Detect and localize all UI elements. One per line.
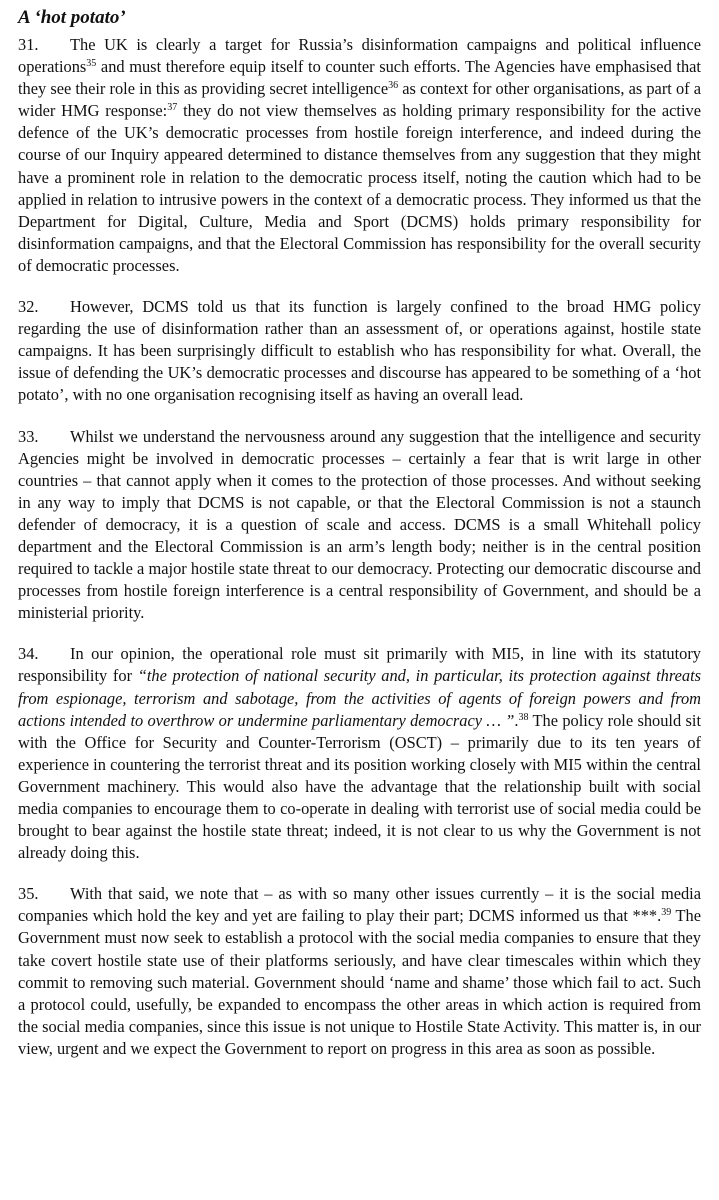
- paragraph-number: 34.: [18, 644, 39, 664]
- paragraph-number: 31.: [18, 35, 39, 54]
- footnote-ref-39[interactable]: 39: [661, 907, 672, 919]
- paragraph-32: 32. However, DCMS told us that its function is largely confined to the broad HMG policy regarding the use of disinformation rather than an assessment of, or operations against, hostile state campaigns. It has been surprisingly difficult to establish who has responsibility for what. Overall, the issue of defending the UK’s democratic processes and discourse has appeared to be something of a ‘hot potato’, with no one organisation recognising itself as having an overall lead.: [18, 297, 701, 405]
- section-heading: A ‘hot potato’: [18, 7, 126, 28]
- footnote-ref-35[interactable]: 35: [86, 58, 97, 70]
- footnote-ref-37[interactable]: 37: [167, 102, 178, 114]
- footnote-ref-38[interactable]: 38: [518, 711, 529, 723]
- footnote-ref-36[interactable]: 36: [388, 80, 399, 92]
- paragraph-35: 35. With that said, we note that – as with so many other issues currently – it is the social media companies which hold the key and yet are failing to play their part; DCMS informed us that ***.$^{39}$ The Government must now seek to establish a protocol with the social media companies to ensure that they take covert hostile state use of their platforms seriously, and have clear timescales within which they commit to removing such material. Government should ‘name and shame’ those which fail to act. Such a protocol could, usefully, be expanded to encompass the other areas in which action is required from the social media companies, since this issue is not unique to Hostile State Activity. This matter is, in our view, urgent and we expect the Government to report on progress in this area as soon as possible.: [18, 884, 701, 1058]
- paragraph-34: 34. In our opinion, the operational role must sit primarily with MI5, in line with its statutory responsibility for “the protection of national security and, in particular, its protection against threats from espionage, terrorism and sabotage, from the activities of agents of foreign powers and from actions intended to overthrow or undermine parliamentary democracy … ”.$^{38}$ The policy role should sit with the Office for Security and Counter-Terrorism (OSCT) – primarily due to its ten years of experience in countering the terrorist threat and its position working closely with MI5 within the central Government machinery. This would also have the advantage that the relationship built with social media companies to encourage them to co-operate in dealing with terrorist use of social media could be brought to bear against the hostile state threat; indeed, it is not clear to us why the Government is not already doing this.: [18, 644, 702, 863]
- paragraph-number: 33.: [18, 426, 39, 446]
- paragraph-number: 35.: [18, 884, 39, 904]
- paragraph-33: 33. Whilst we understand the nervousness around any suggestion that the intelligence and security Agencies might be involved in democratic processes – certainly a fear that is writ large in other countries – that cannot apply when it comes to the protection of those processes. And without seeking in any way to imply that DCMS is not capable, or that the Electoral Commission is not a staunch defender of democracy, it is a question of scale and access. DCMS is a small Whitehall policy department and the Electoral Commission is an arm’s length body; neither is in the central position required to tackle a major hostile state threat to our democracy. Protecting our democratic discourse and processes from hostile foreign interference is a central responsibility of Government, and should be a ministerial priority.: [18, 426, 701, 623]
- paragraph-number: 32.: [18, 297, 39, 317]
- statutory-quote: “the protection of national security and, in particular, its protection against threats from espionage, terrorism and sabotage, from the activities of agents of foreign powers and from actions intended to overthrow or undermine parliamentary democracy … ”: [18, 666, 702, 730]
- paragraph-31: 31. The UK is clearly a target for Russia’s disinformation campaigns and political influence operations$^{35}$ and must therefore equip itself to counter such efforts. The Agencies have emphasised that they see their role in this as providing secret intelligence$^{36}$ as context for other organisations, as part of a wider HMG response:$^{37}$ they do not view themselves as holding primary responsibility for the active defence of the UK’s democratic processes from hostile foreign interference, and indeed during the course of our Inquiry appeared determined to distance themselves from any suggestion that they might have a prominent role in relation to the democratic process itself, noting the caution which had to be applied in relation to intrusive powers in the context of a democratic process. They informed us that the Department for Digital, Culture, Media and Sport (DCMS) holds primary responsibility for disinformation campaigns, and that the Electoral Commission has responsibility for the overall security of democratic processes.: [18, 35, 701, 275]
